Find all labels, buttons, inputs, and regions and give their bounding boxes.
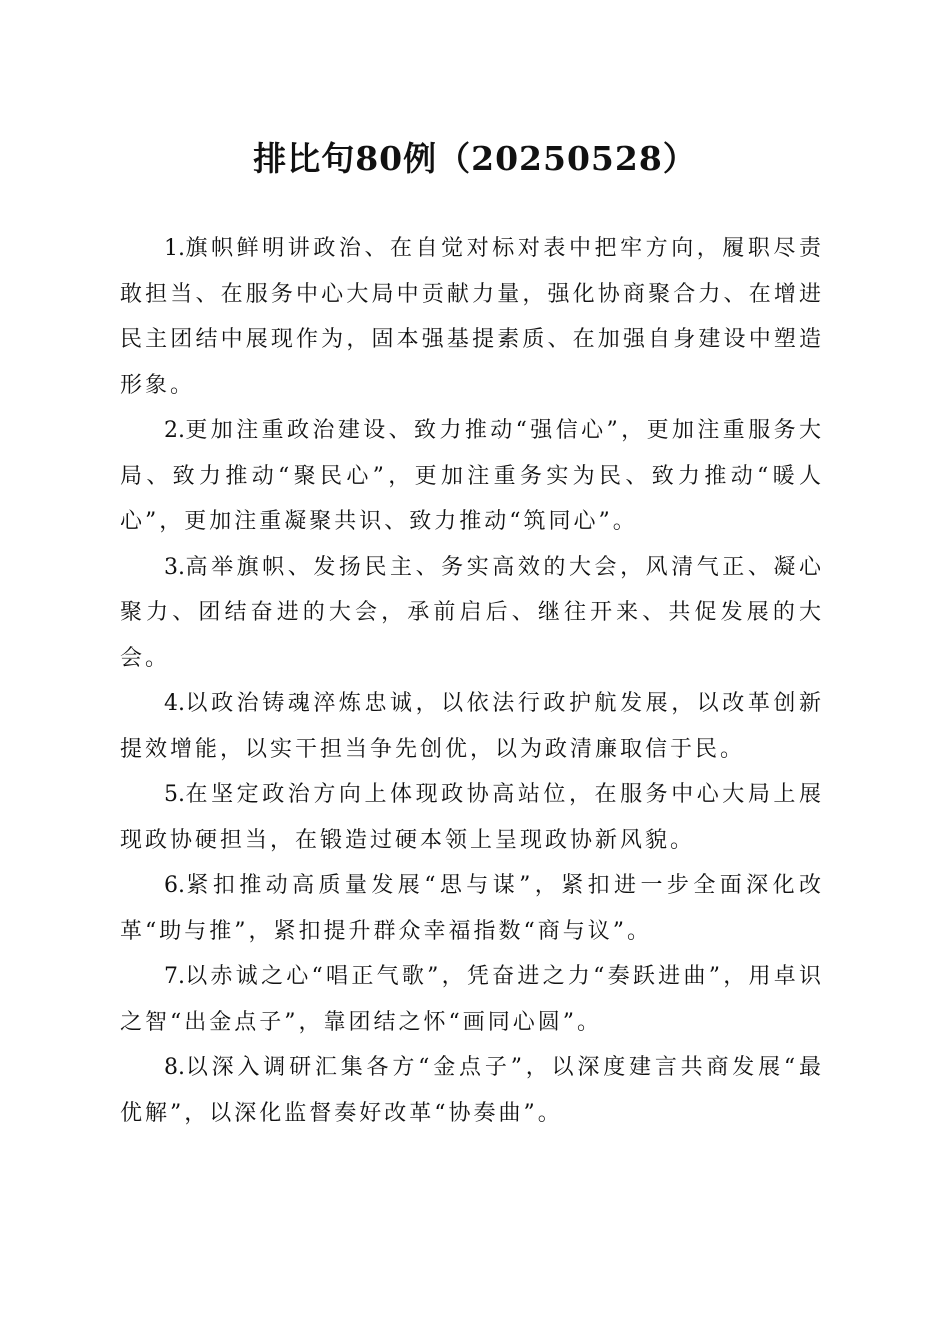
paragraph-text: 以赤诚之心“唱正气歌”，凭奋进之力“奏跃进曲”，用卓识之智“出金点子”，靠团结之怀“画同心圆”。 xyxy=(120,964,824,1035)
paragraph-text: 更加注重政治建设、致力推动“强信心”，更加注重服务大局、致力推动“聚民心”，更加注重务实为民、致力推动“暖人心”，更加注重凝聚共识、致力推动“筑同心”。 xyxy=(120,418,824,534)
paragraph-6 xyxy=(120,863,824,954)
paragraph-number: 7. xyxy=(164,964,185,989)
paragraph-text: 紧扣推动高质量发展“思与谋”，紧扣进一步全面深化改革“助与推”，紧扣提升群众幸福指数“商与议”。 xyxy=(120,873,824,944)
paragraph-number: 2. xyxy=(164,418,185,443)
paragraph-number: 1. xyxy=(164,236,185,261)
paragraph-text: 在坚定政治方向上体现政协高站位，在服务中心大局上展现政协硬担当，在锻造过硬本领上呈现政协新风貌。 xyxy=(120,782,824,853)
paragraph-4 xyxy=(120,681,824,772)
paragraph-2 xyxy=(120,408,824,545)
paragraph-number: 4. xyxy=(164,691,185,716)
paragraph-text: 以深入调研汇集各方“金点子”，以深度建言共商发展“最优解”，以深化监督奏好改革“协奏曲”。 xyxy=(120,1055,824,1126)
document-title: 排比句80例（20250528） xyxy=(253,139,697,178)
paragraph-text: 以政治铸魂淬炼忠诚，以依法行政护航发展，以改革创新提效增能，以实干担当争先创优，以为政清廉取信于民。 xyxy=(120,691,824,762)
paragraph-7 xyxy=(120,954,824,1045)
paragraph-text: 旗帜鲜明讲政治、在自觉对标对表中把牢方向，履职尽责敢担当、在服务中心大局中贡献力量，强化协商聚合力、在增进民主团结中展现作为，固本强基提素质、在加强自身建设中塑造形象。 xyxy=(120,236,824,398)
paragraph-text: 高举旗帜、发扬民主、务实高效的大会，风清气正、凝心聚力、团结奋进的大会，承前启后、继往开来、共促发展的大会。 xyxy=(120,554,824,671)
paragraph-8 xyxy=(120,1045,824,1136)
paragraph-3 xyxy=(120,545,824,682)
paragraph-number: 6. xyxy=(164,873,185,898)
paragraph-1 xyxy=(120,226,824,408)
paragraph-number: 5. xyxy=(164,782,185,807)
paragraph-number: 8. xyxy=(164,1055,185,1080)
paragraph-5 xyxy=(120,772,824,863)
paragraph-number: 3. xyxy=(164,554,185,580)
document-body xyxy=(120,226,824,1136)
